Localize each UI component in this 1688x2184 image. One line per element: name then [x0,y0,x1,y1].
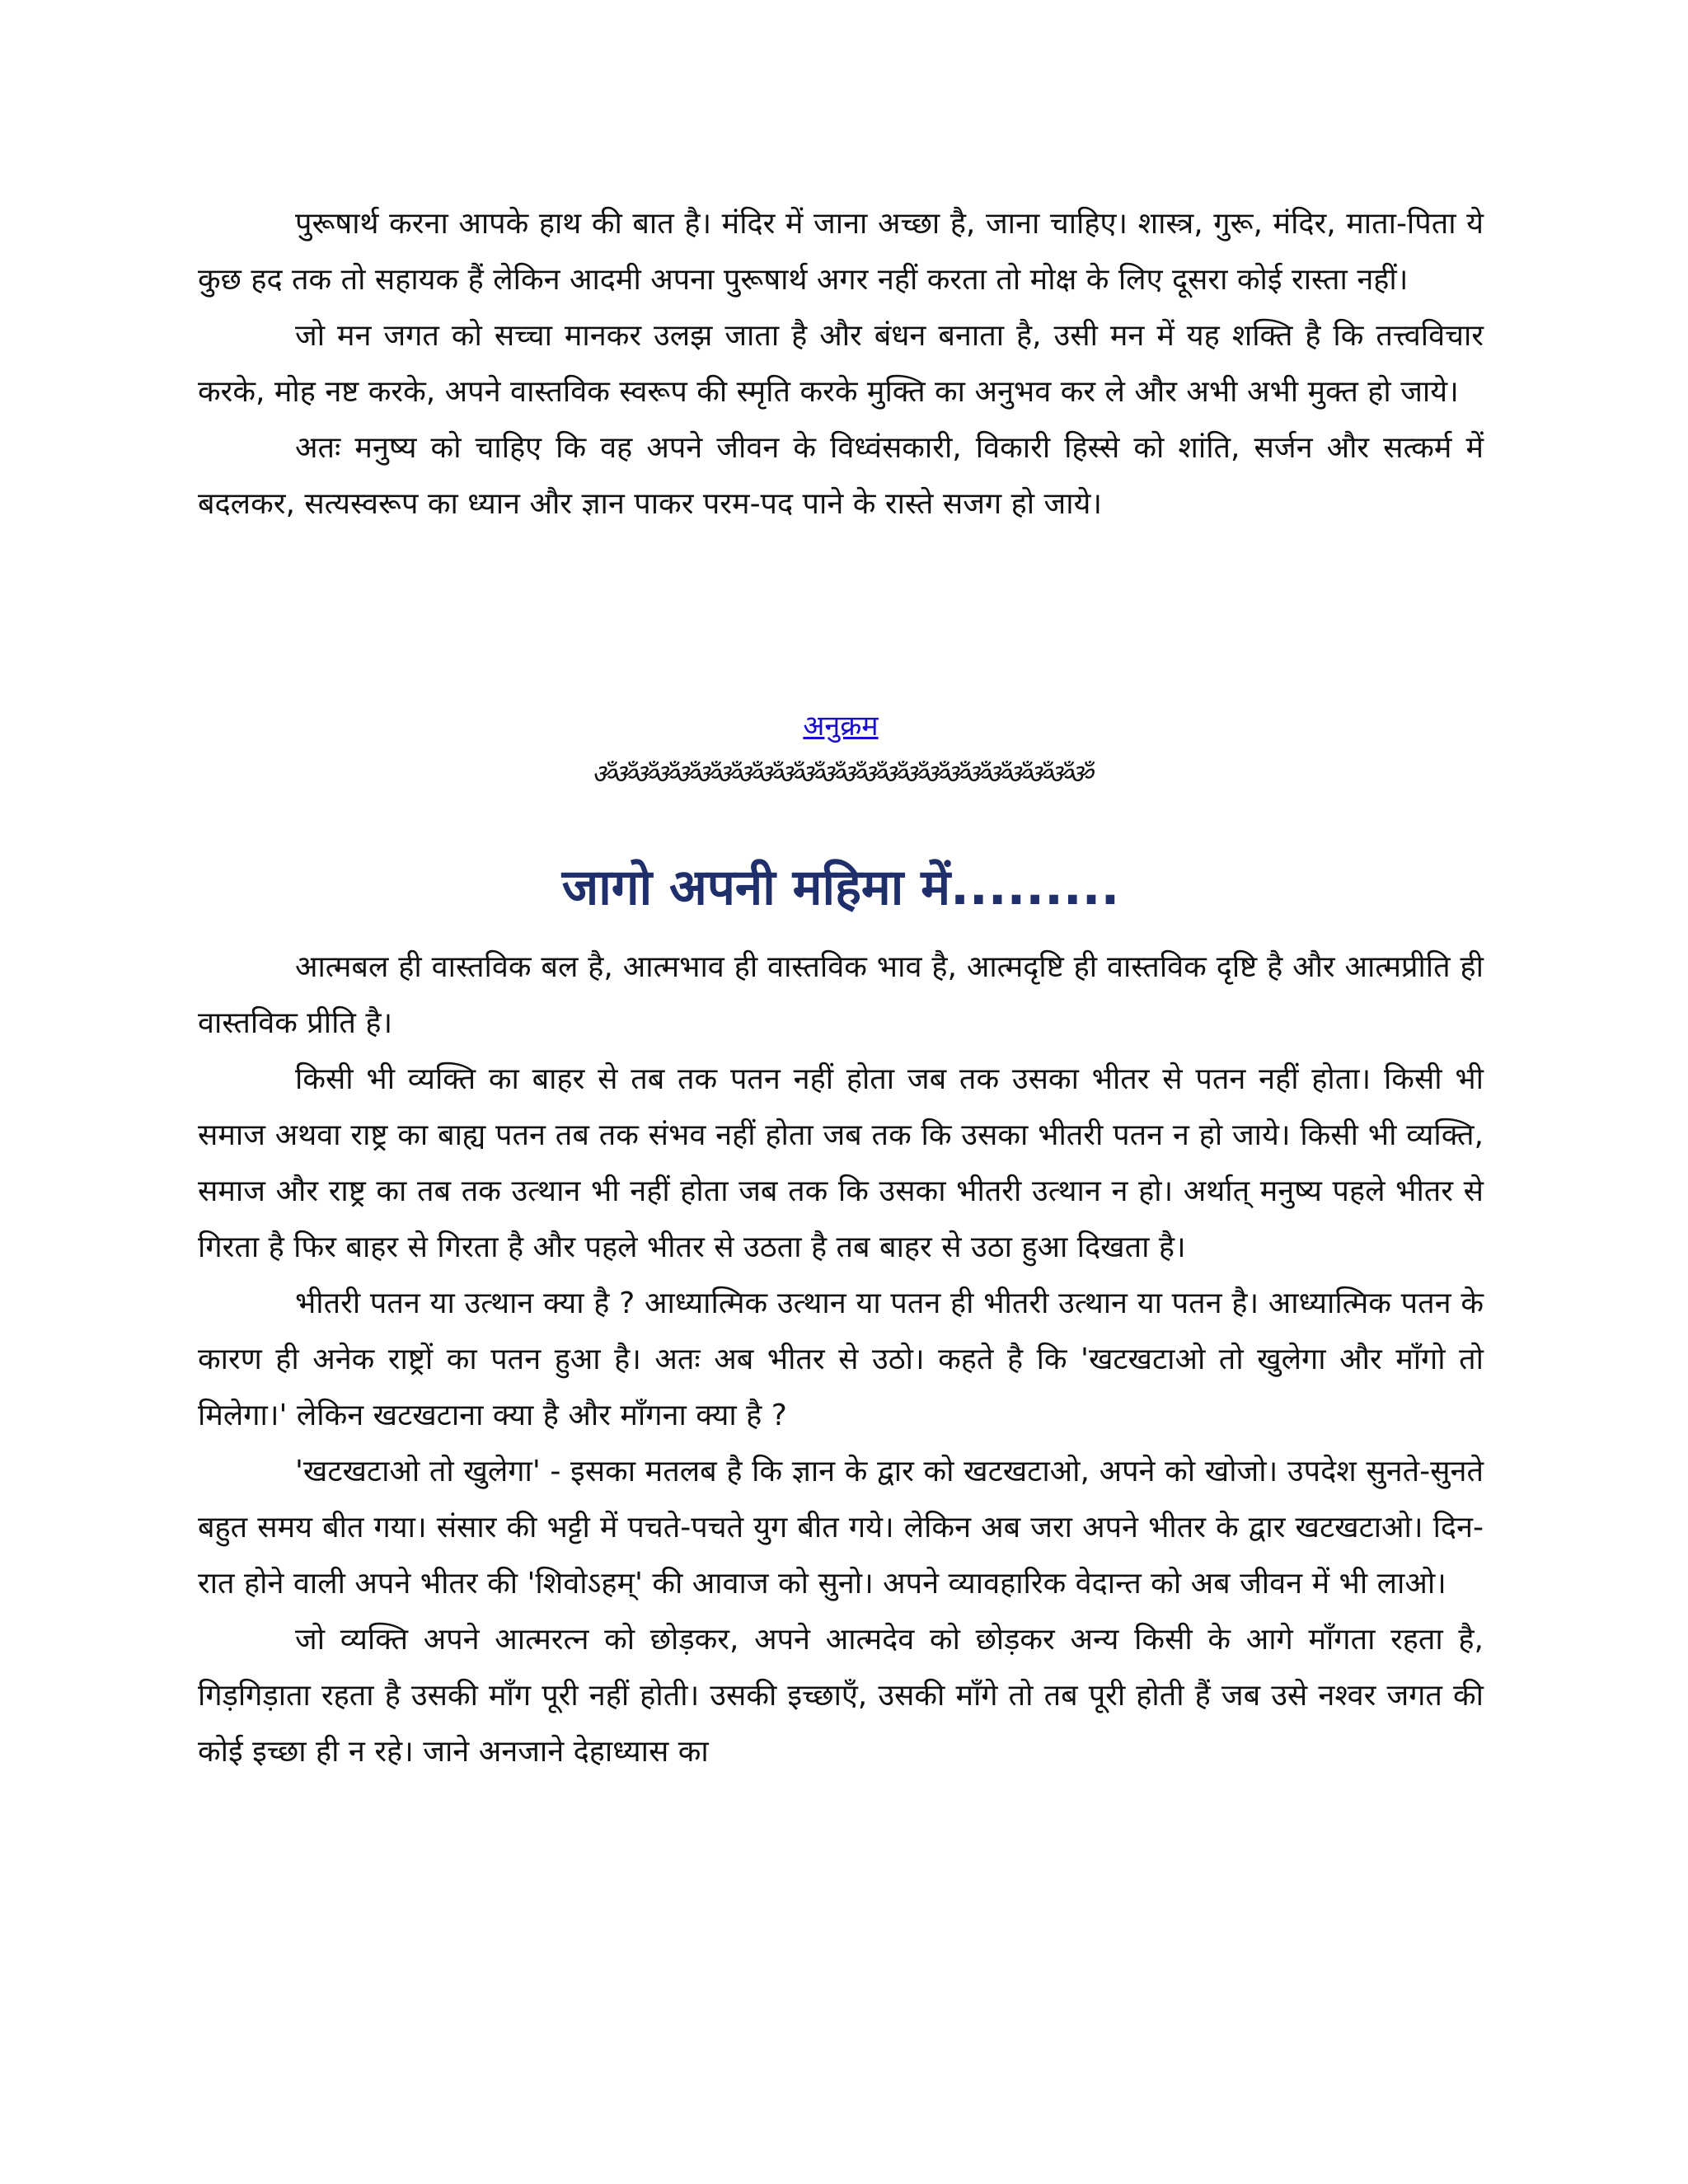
paragraph: आत्मबल ही वास्तविक बल है, आत्मभाव ही वास्तविक भाव है, आत्मदृष्टि ही वास्तविक दृष्टि है और आत्मप्रीति ही वास्तविक प्रीति है। [198,950,1484,1040]
paragraph: जो व्यक्ति अपने आत्मरत्न को छोड़कर, अपने आत्मदेव को छोड़कर अन्य किसी के आगे माँगता रहता है, गिड़गिड़ाता रहता है उसकी माँग पूरी नहीं होती। उसकी इच्छाएँ, उसकी माँगे तो तब पूरी होती हैं जब उसे नश्वर जगत की कोई इच्छा ही न रहे। जाने अनजाने देहाध्यास का [198,1623,1484,1769]
text-section-top [198,196,1484,532]
paragraph: पुरूषार्थ करना आपके हाथ की बात है। मंदिर में जाना अच्छा है, जाना चाहिए। शास्त्र, गुरू, मंदिर, माता-पिता ये कुछ हद तक तो सहायक हैं लेकिन आदमी अपना पुरूषार्थ अगर नहीं करता तो मोक्ष के लिए दूसरा कोई रास्ता नहीं। [198,207,1484,297]
paragraph: अतः मनुष्य को चाहिए कि वह अपने जीवन के विध्वंसकारी, विकारी हिस्से को शांति, सर्जन और सत्कर्म में बदलकर, सत्यस्वरूप का ध्यान और ज्ञान पाकर परम-पद पाने के रास्ते सजग हो जाये। [198,431,1484,521]
navigation-row [198,706,1484,746]
index-link[interactable]: अनुक्रम [803,710,879,743]
om-divider: ॐॐॐॐॐॐॐॐॐॐॐॐॐॐॐॐॐॐॐॐॐॐॐॐ [591,758,1090,790]
section-title: जागो अपनी महिमा में......... [561,859,1120,916]
paragraph: किसी भी व्यक्ति का बाहर से तब तक पतन नहीं होता जब तक उसका भीतर से पतन नहीं होता। किसी भी समाज अथवा राष्ट्र का बाह्य पतन तब तक संभव नहीं होता जब तक कि उसका भीतरी पतन न हो जाये। किसी भी व्यक्ति, समाज और राष्ट्र का तब तक उत्थान भी नहीं होता जब तक कि उसका भीतरी उत्थान न हो। अर्थात् मनुष्य पहले भीतर से गिरता है फिर बाहर से गिरता है और पहले भीतर से उठता है तब बाहर से उठा हुआ दिखता है। [198,1062,1484,1264]
text-section-bottom [198,940,1484,1780]
paragraph: जो मन जगत को सच्चा मानकर उलझ जाता है और बंधन बनाता है, उसी मन में यह शक्ति है कि तत्त्वविचार करके, मोह नष्ट करके, अपने वास्तविक स्वरूप की स्मृति करके मुक्ति का अनुभव कर ले और अभी अभी मुक्त हो जाये। [198,319,1484,409]
paragraph: भीतरी पतन या उत्थान क्या है ? आध्यात्मिक उत्थान या पतन ही भीतरी उत्थान या पतन है। आध्यात्मिक पतन के कारण ही अनेक राष्ट्रों का पतन हुआ है। अतः अब भीतर से उठो। कहते है कि 'खटखटाओ तो खुलेगा और माँगो तो मिलेगा।' लेकिन खटखटाना क्या है और माँगना क्या है ? [198,1286,1484,1432]
paragraph: 'खटखटाओ तो खुलेगा' - इसका मतलब है कि ज्ञान के द्वार को खटखटाओ, अपने को खोजो। उपदेश सुनते-सुनते बहुत समय बीत गया। संसार की भट्टी में पचते-पचते युग बीत गये। लेकिन अब जरा अपने भीतर के द्वार खटखटाओ। दिन-रात होने वाली अपने भीतर की 'शिवोऽहम्' की आवाज को सुनो। अपने व्यावहारिक वेदान्त को अब जीवन में भी लाओ। [198,1455,1484,1601]
